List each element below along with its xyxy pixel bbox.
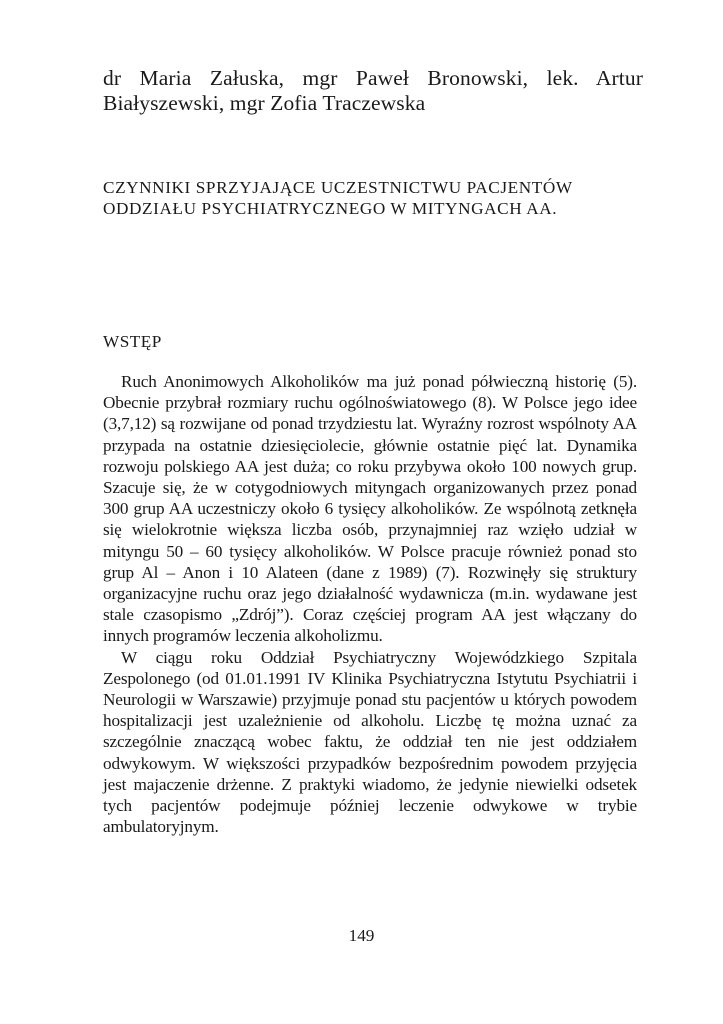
paragraph-2: W ciągu roku Oddział Psychiatryczny Wojewódzkiego Szpitala Zespolonego (od 01.01.1991 IV Klinika Psychiatryczna Istytutu Psychiatrii i Neurologii w Warszawie) przyjmuje ponad stu pacjentów u których powodem hospitalizacji jest uzależnienie od alkoholu. Liczbę tę można uznać za szczególnie znaczącą wobec faktu, że oddział ten nie jest oddziałem odwykowym. W większości przypadków bezpośrednim powodem przyjęcia jest majaczenie drżenne. Z praktyki wiadomo, że jedynie niewielki odsetek tych pacjentów podejmuje później leczenie odwykowe w trybie ambulatoryjnym. <box>103 647 637 837</box>
section-heading: WSTĘP <box>103 332 162 351</box>
article-title: CZYNNIKI SPRZYJAJĄCE UCZESTNICTWU PACJENTÓW ODDZIAŁU PSYCHIATRYCZNEGO W MITYNGACH AA. <box>103 178 573 218</box>
page-number: 149 <box>348 926 375 945</box>
paragraph-1: Ruch Anonimowych Alkoholików ma już ponad półwieczną historię (5). Obecnie przybrał rozmiary ruchu ogólnoświatowego (8). W Polsce jego idee (3,7,12) są rozwijane od ponad trzydziestu lat. Wyraźny rozrost wspólnoty AA przypada na ostatnie dziesięciolecie, głównie ostatnie pięć lat. Dynamika rozwoju polskiego AA jest duża; co roku przybywa około 100 nowych grup. Szacuje się, że w cotygodniowych mityngach organizowanych przez ponad 300 grup AA uczestniczy około 6 tysięcy alkoholików. Ze wspólnotą zetknęła się wielokrotnie większa liczba osób, przynajmniej raz wzięło udział w mityngu 50 – 60 tysięcy alkoholików. W Polsce pracuje również ponad sto grup Al – Anon i 10 Alateen (dane z 1989) (7). Rozwinęły się struktury organizacyjne ruchu oraz jego działalność wydawnicza (m.in. wydawane jest stale czasopismo „Zdrój”). Coraz częściej program AA jest włączany do innych programów leczenia alkoholizmu. <box>103 372 637 646</box>
author-list: dr Maria Załuska, mgr Paweł Bronowski, lek. Artur Białyszewski, mgr Zofia Traczewska <box>103 66 643 115</box>
article-body <box>103 371 637 837</box>
